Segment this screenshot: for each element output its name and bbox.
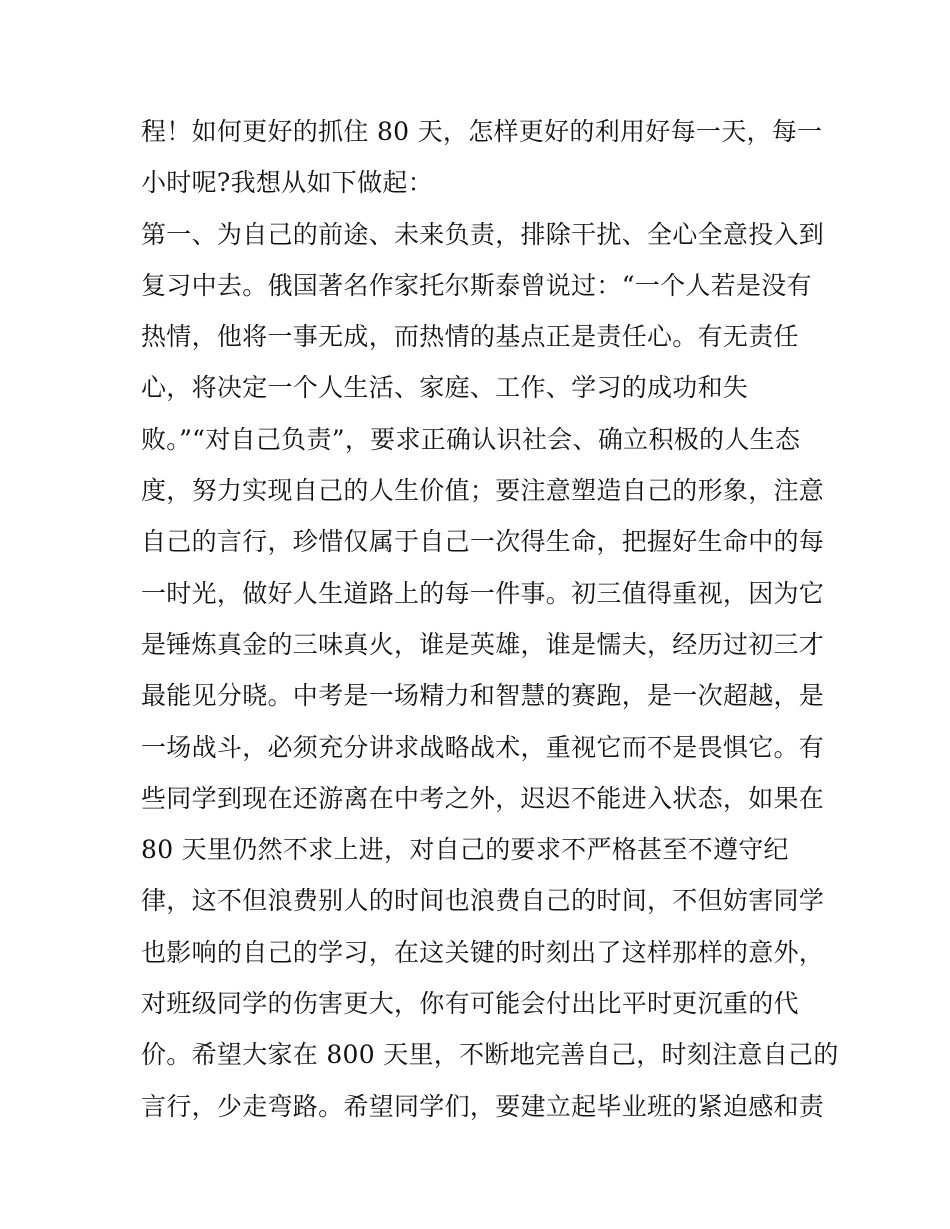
document-body — [141, 106, 839, 1132]
text-line: 是锤炼真金的三味真火，谁是英雄，谁是懦夫，经历过初三才 — [141, 629, 825, 659]
text-line: 心，将决定一个人生活、家庭、工作、学习的成功和失 — [141, 373, 749, 403]
text-line: 程！如何更好的抓住 80 天，怎样更好的利用好每一天，每一 — [141, 117, 823, 146]
text-line: 小时呢?我想从如下做起： — [141, 168, 434, 198]
text-line: 80 天里仍然不求上进，对自己的要求不严格甚至不遵守纪 — [141, 835, 789, 865]
text-line: 复习中去。俄国著名作家托尔斯泰曾说过：“一个人若是没有 — [141, 270, 812, 300]
text-line: 对班级同学的伤害更大，你有可能会付出比平时更沉重的代 — [141, 989, 799, 1019]
text-line: 也影响的自己的学习，在这关键的时刻出了这样那样的意外， — [141, 937, 825, 967]
text-line: 言行，少走弯路。希望同学们，要建立起毕业班的紧迫感和责 — [141, 1091, 825, 1121]
text-line: 自己的言行，珍惜仅属于自己一次得生命，把握好生命中的每 — [141, 527, 825, 557]
text-line: 价。希望大家在 800 天里，不断地完善自己，时刻注意自己的 — [141, 1040, 839, 1070]
text-line: 些同学到现在还游离在中考之外，迟迟不能进入状态，如果在 — [141, 783, 825, 813]
text-line: 律，这不但浪费别人的时间也浪费自己的时间，不但妨害同学 — [141, 886, 825, 916]
text-line: 败。”“对自己负责”，要求正确认识社会、确立积极的人生态 — [141, 424, 801, 454]
text-line: 热情，他将一事无成，而热情的基点正是责任心。有无责任 — [141, 322, 799, 352]
text-line: 一场战斗，必须充分讲求战略战术，重视它而不是畏惧它。有 — [141, 732, 825, 762]
text-line: 第一、为自己的前途、未来负责，排除干扰、全心全意投入到 — [141, 219, 825, 249]
text-line: 最能见分晓。中考是一场精力和智慧的赛跑，是一次超越，是 — [141, 681, 825, 711]
text-line: 一时光，做好人生道路上的每一件事。初三值得重视，因为它 — [141, 578, 825, 608]
text-line: 度，努力实现自己的人生价值；要注意塑造自己的形象，注意 — [141, 476, 825, 506]
